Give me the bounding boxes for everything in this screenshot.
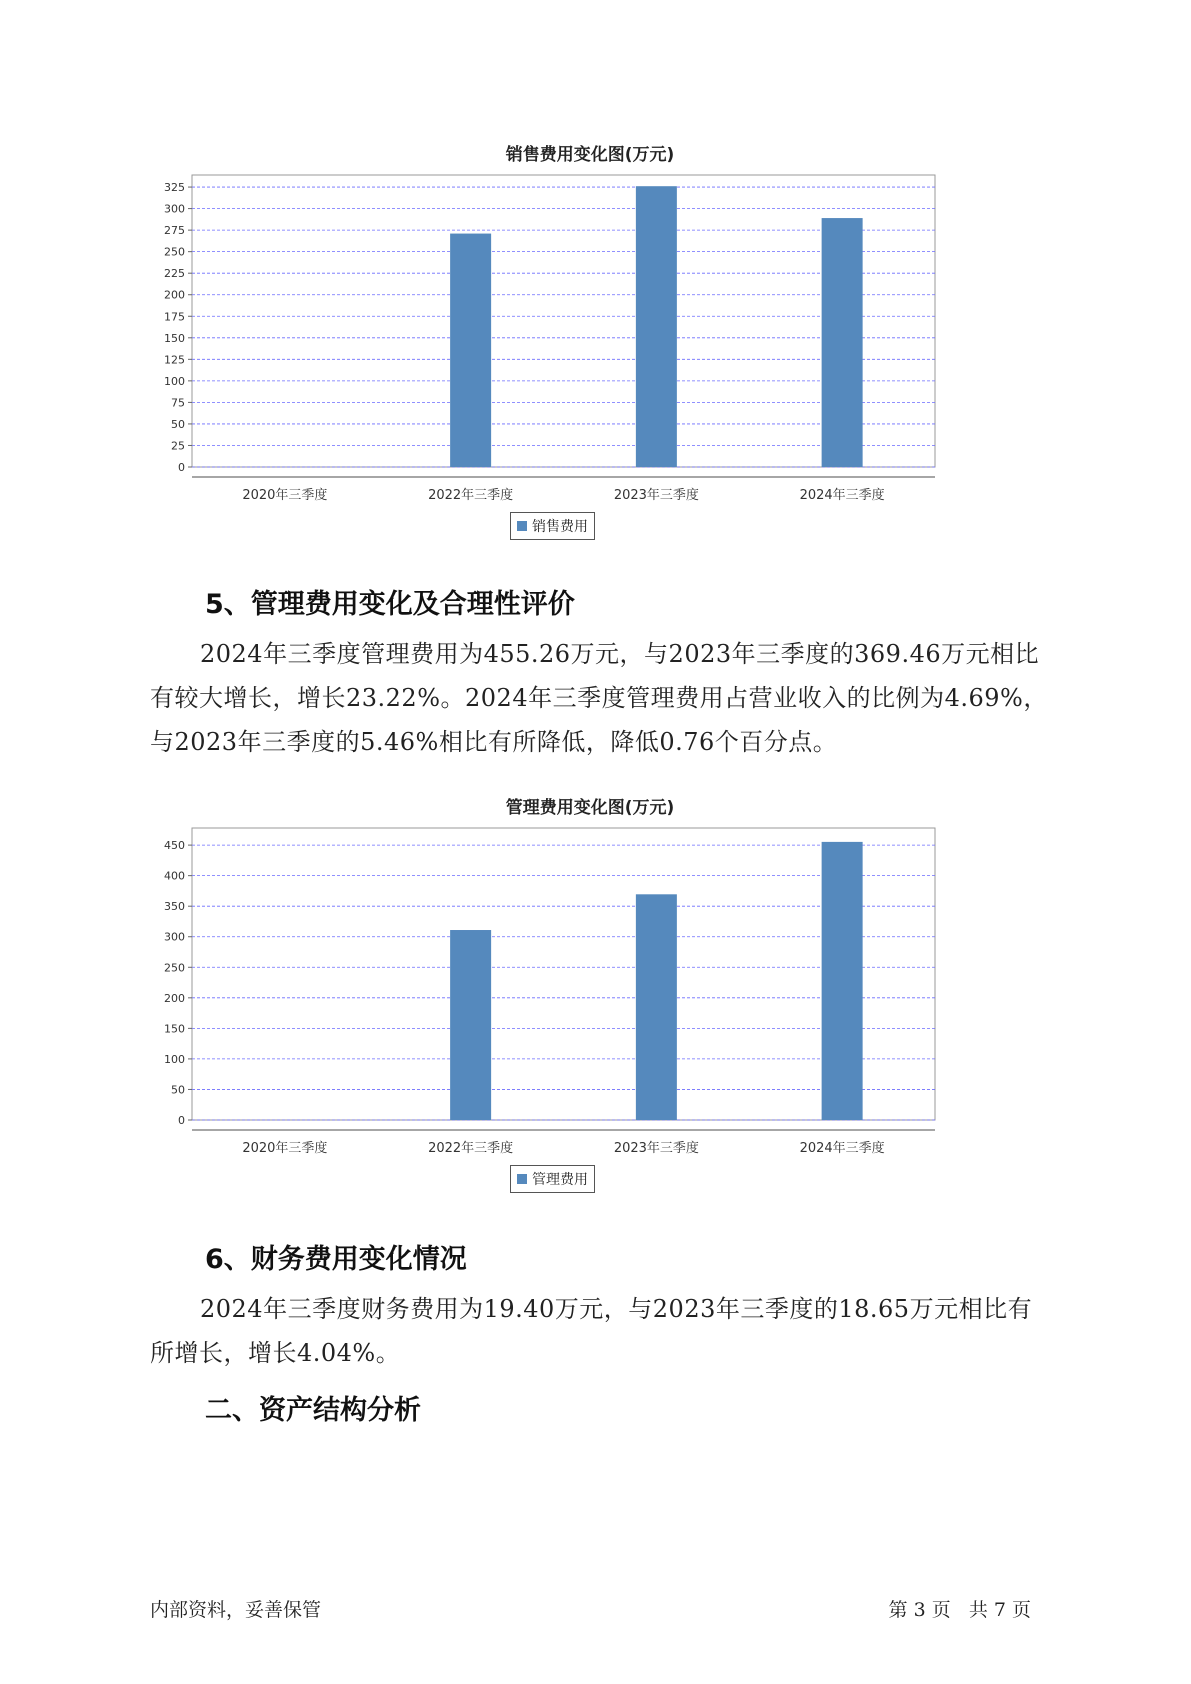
bar bbox=[636, 186, 677, 467]
bar bbox=[636, 894, 677, 1120]
y-tick-label: 200 bbox=[164, 991, 185, 1005]
y-tick-label: 450 bbox=[164, 839, 185, 853]
y-tick-label: 200 bbox=[164, 288, 185, 302]
y-tick-label: 100 bbox=[164, 1052, 185, 1066]
y-tick-label: 300 bbox=[164, 930, 185, 944]
chart-legend bbox=[510, 1165, 595, 1193]
section-6-heading: 6、财务费用变化情况 bbox=[205, 1244, 467, 1275]
y-tick-label: 350 bbox=[164, 900, 185, 914]
x-category-label: 2022年三季度 bbox=[428, 488, 514, 503]
y-tick-label: 225 bbox=[164, 267, 185, 281]
bar bbox=[822, 218, 863, 467]
section-5-paragraph bbox=[150, 632, 1050, 764]
y-tick-label: 250 bbox=[164, 961, 185, 975]
chart-legend bbox=[510, 512, 595, 540]
footer-right: 第 3 页 共 7 页 bbox=[888, 1599, 1031, 1621]
y-tick-label: 25 bbox=[171, 439, 185, 453]
y-tick-label: 150 bbox=[164, 1022, 185, 1036]
bar bbox=[450, 234, 491, 467]
x-category-label: 2023年三季度 bbox=[613, 1141, 699, 1156]
y-tick-label: 275 bbox=[164, 224, 185, 238]
legend-swatch bbox=[517, 1174, 527, 1184]
y-tick-label: 75 bbox=[171, 396, 185, 410]
legend-label: 管理费用 bbox=[532, 1172, 588, 1188]
y-tick-label: 0 bbox=[178, 461, 185, 474]
section-2-heading: 二、资产结构分析 bbox=[205, 1395, 421, 1426]
admin-expense-chart bbox=[150, 783, 1030, 1203]
x-category-label: 2020年三季度 bbox=[242, 1141, 328, 1156]
y-tick-label: 400 bbox=[164, 869, 185, 883]
y-tick-label: 0 bbox=[178, 1114, 185, 1127]
section-5-text: 2024年三季度管理费用为455.26万元，与2023年三季度的369.46万元相比有较大增长，增长23.22%。2024年三季度管理费用占营业收入的比例为4.69%，与2023年三季度的5.46%相比有所降低，降低0.76个百分点。 bbox=[150, 640, 1048, 756]
section-5-heading: 5、管理费用变化及合理性评价 bbox=[205, 589, 575, 620]
y-tick-label: 50 bbox=[171, 417, 185, 431]
y-tick-label: 100 bbox=[164, 374, 185, 388]
bar bbox=[450, 930, 491, 1120]
y-tick-label: 125 bbox=[164, 353, 185, 367]
y-tick-label: 50 bbox=[171, 1083, 185, 1097]
x-category-label: 2023年三季度 bbox=[613, 488, 699, 503]
sales-expense-chart bbox=[150, 130, 1030, 550]
y-tick-label: 325 bbox=[164, 181, 185, 195]
x-category-label: 2024年三季度 bbox=[799, 488, 885, 503]
section-6-text: 2024年三季度财务费用为19.40万元，与2023年三季度的18.65万元相比有所增长，增长4.04%。 bbox=[150, 1295, 1033, 1367]
x-category-label: 2022年三季度 bbox=[428, 1141, 514, 1156]
admin-chart-svg bbox=[150, 828, 1030, 1208]
sales-chart-svg bbox=[150, 175, 1030, 555]
chart-title: 销售费用变化图(万元) bbox=[505, 145, 675, 165]
legend-label: 销售费用 bbox=[532, 519, 588, 535]
y-tick-label: 175 bbox=[164, 310, 185, 324]
x-category-label: 2020年三季度 bbox=[242, 488, 328, 503]
legend-swatch bbox=[517, 521, 527, 531]
y-tick-label: 150 bbox=[164, 331, 185, 345]
footer-left: 内部资料，妥善保管 bbox=[150, 1599, 322, 1621]
chart-title: 管理费用变化图(万元) bbox=[505, 798, 675, 818]
y-tick-label: 250 bbox=[164, 245, 185, 259]
bar bbox=[822, 842, 863, 1120]
y-tick-label: 300 bbox=[164, 202, 185, 216]
section-6-paragraph bbox=[150, 1287, 1050, 1375]
x-category-label: 2024年三季度 bbox=[799, 1141, 885, 1156]
